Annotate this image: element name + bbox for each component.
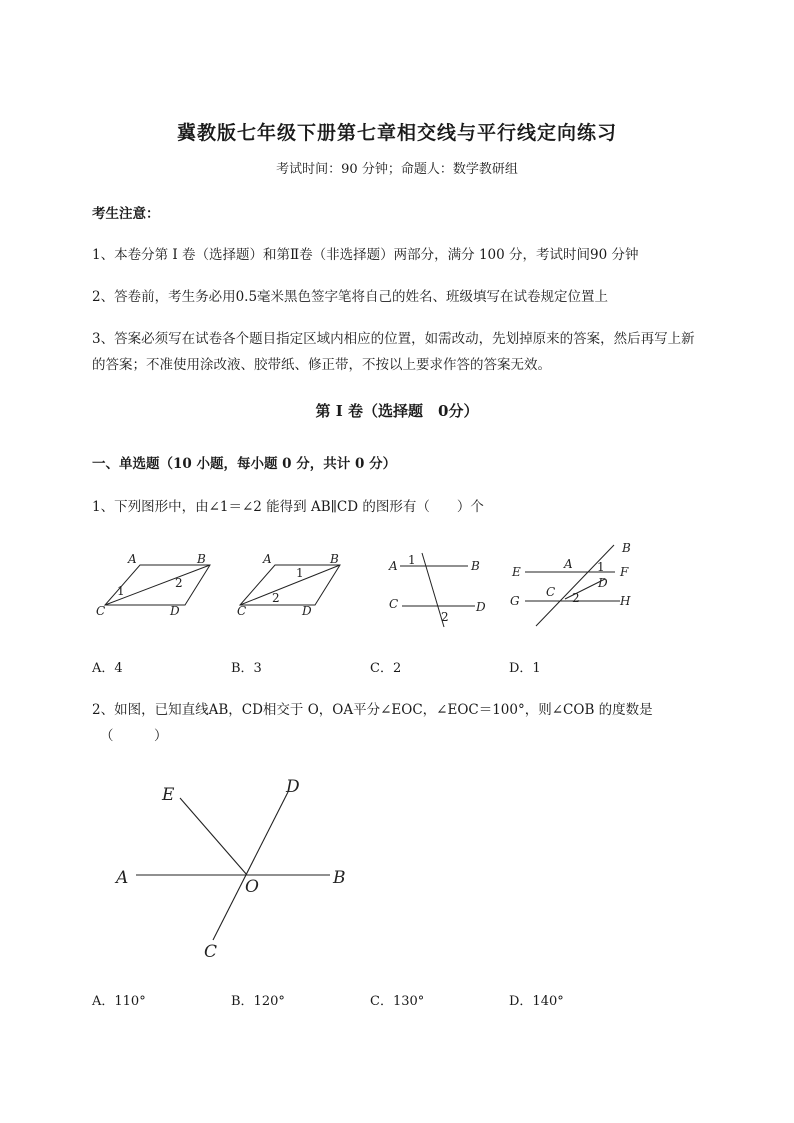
notice-item-2: 2、答卷前，考生务必用0.5毫米黑色签字笔将自己的姓名、班级填写在试卷规定位置上	[92, 289, 609, 305]
q2-option-c[interactable]: C．130°	[370, 994, 425, 1009]
part-heading: 一、单选题（10 小题，每小题 0 分，共计 0 分）	[92, 456, 397, 472]
q2-option-d[interactable]: D．140°	[509, 994, 564, 1009]
q1-option-b[interactable]: B．3	[231, 661, 262, 676]
question-1-stem: 1、下列图形中，由∠1＝∠2 能得到 AB∥CD 的图形有（ ）个	[92, 499, 484, 515]
figure-2-labels	[237, 552, 339, 618]
f3-label-D: D	[476, 600, 486, 614]
figure-2-diagonal	[240, 565, 340, 605]
question-1-figures	[80, 535, 680, 635]
f2-label-D: D	[302, 604, 312, 618]
f1-label-1: 1	[117, 584, 125, 598]
f4-label-D: D	[598, 576, 608, 590]
figure-3-labels	[388, 553, 486, 624]
f3-label-C: C	[389, 597, 399, 611]
figure-2	[240, 565, 340, 605]
f4-label-1: 1	[597, 560, 605, 574]
f4-label-G: G	[510, 594, 520, 608]
f4-label-C: C	[546, 585, 556, 599]
f2-label-2: 2	[272, 591, 280, 605]
exam-info: 考试时间：90 分钟；命题人：数学教研组	[276, 162, 518, 177]
notice-item-1: 1、本卷分第 I 卷（选择题）和第Ⅱ卷（非选择题）两部分，满分 100 分，考试时间90 分钟	[92, 247, 639, 263]
q1-option-c[interactable]: C．2	[370, 661, 402, 676]
page-title: 冀教版七年级下册第七章相交线与平行线定向练习	[176, 122, 617, 144]
f2-label-B: B	[330, 552, 339, 566]
f3-label-B: B	[471, 559, 480, 573]
f3-label-A: A	[389, 559, 398, 573]
question-2-stem: 2、如图，已知直线AB，CD相交于 O，OA平分∠EOC，∠EOC＝100°，则∠COB 的度数是	[92, 702, 653, 718]
q1-option-d[interactable]: D．1	[509, 661, 541, 676]
f4-label-F: F	[620, 565, 629, 579]
section-title: 第 I 卷（选择题 0分）	[315, 402, 479, 420]
f1-label-D: D	[170, 604, 180, 618]
q1-option-a[interactable]: A．4	[92, 661, 123, 676]
figure-1-labels	[96, 552, 206, 618]
q2-ray-oe	[180, 798, 247, 875]
f4-label-H: H	[620, 594, 631, 608]
f4-label-B: B	[622, 541, 631, 555]
figure-4-labels	[510, 541, 631, 608]
q2-label-D: D	[286, 777, 300, 797]
f4-label-2: 2	[572, 591, 580, 605]
q2-label-E: E	[162, 785, 175, 805]
q2-option-a[interactable]: A．110°	[92, 994, 146, 1009]
q2-label-C: C	[204, 942, 218, 962]
q2-label-O: O	[245, 877, 259, 897]
f2-label-1: 1	[296, 566, 304, 580]
q2-option-b[interactable]: B．120°	[231, 994, 285, 1009]
f1-label-A: A	[128, 552, 137, 566]
q2-label-B: B	[333, 868, 346, 888]
notice-item-3: 3、答案必须写在试卷各个题目指定区域内相应的位置，如需改动，先划掉原来的答案，然后再写上新	[92, 331, 695, 347]
f2-label-C: C	[237, 604, 247, 618]
question-2-figure	[100, 770, 370, 975]
notice-heading: 考生注意：	[92, 206, 160, 222]
f3-label-1: 1	[408, 553, 416, 567]
q2-line-cd	[213, 792, 288, 940]
f3-label-2: 2	[441, 610, 449, 624]
f1-label-C: C	[96, 604, 106, 618]
f2-label-A: A	[263, 552, 272, 566]
f4-label-E: E	[512, 565, 521, 579]
notice-item-3-cont: 的答案；不准使用涂改液、胶带纸、修正带，不按以上要求作答的答案无效。	[92, 357, 551, 373]
f1-label-B: B	[197, 552, 206, 566]
f1-label-2: 2	[175, 576, 183, 590]
q2-label-A: A	[116, 868, 129, 888]
f4-label-A: A	[564, 557, 573, 571]
question-2-answer-blank: （ ）	[100, 728, 168, 744]
